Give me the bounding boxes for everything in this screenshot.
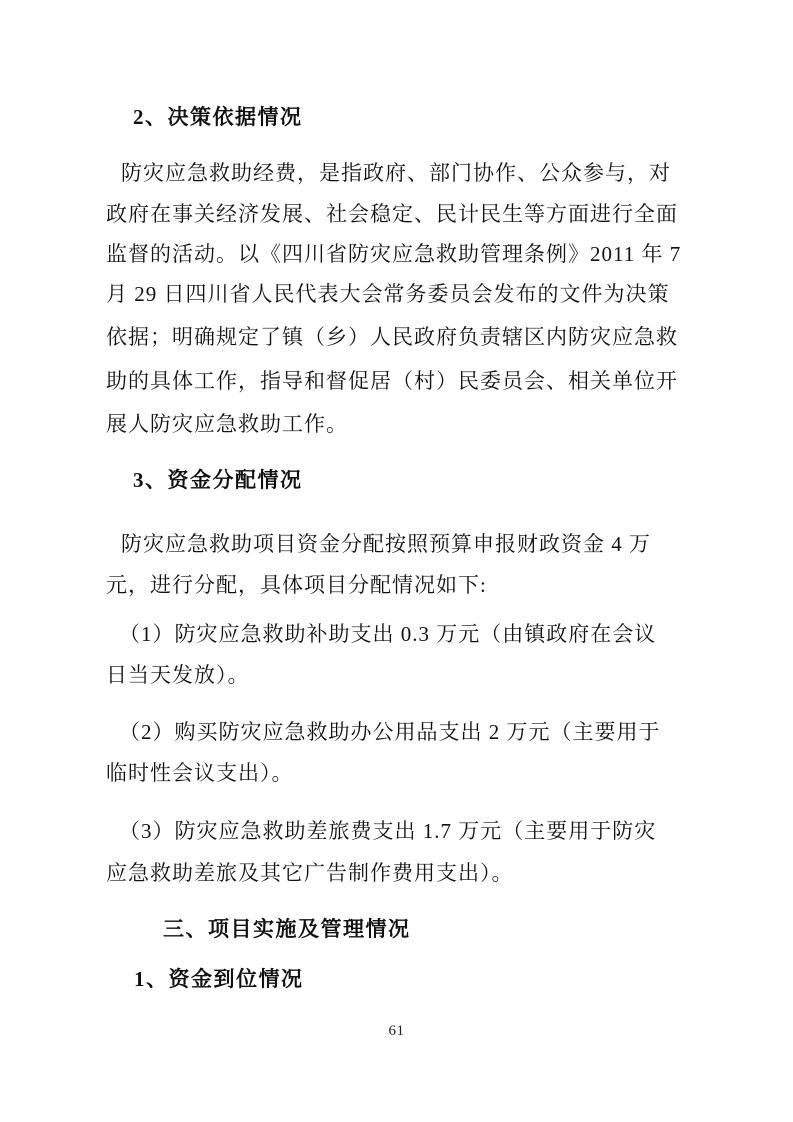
paragraph-decision-line-7: 展人防灾应急救助工作。 (106, 412, 348, 436)
allocation-item-1-line-1: （1）防灾应急救助补助支出 0.3 万元（由镇政府在会议 (119, 622, 657, 646)
paragraph-decision-line-5: 依据；明确规定了镇（乡）人民政府负责辖区内防灾应急救 (106, 325, 678, 349)
paragraph-decision-line-6: 助的具体工作，指导和督促居（村）民委员会、相关单位开 (106, 369, 678, 393)
allocation-item-1-line-2: 日当天发放）。 (106, 663, 250, 687)
page-number: 61 (388, 1023, 405, 1039)
paragraph-allocation-line-1: 防灾应急救助项目资金分配按照预算申报财政资金 4 万 (121, 532, 651, 556)
allocation-item-2-line-1: （2）购买防灾应急救助办公用品支出 2 万元（主要用于 (119, 720, 661, 744)
paragraph-decision-line-2: 政府在事关经济发展、社会稳定、民计民生等方面进行全面 (106, 202, 678, 226)
paragraph-decision-line-1: 防灾应急救助经费，是指政府、部门协作、公众参与，对 (121, 161, 671, 185)
allocation-item-3-line-2: 应急救助差旅及其它广告制作费用支出）。 (106, 861, 514, 885)
paragraph-decision-line-4: 月 29 日四川省人民代表大会常务委员会发布的文件为决策 (106, 282, 670, 306)
heading-decision-basis: 2、决策依据情况 (133, 105, 303, 129)
heading-funds-in-place: 1、资金到位情况 (134, 967, 304, 991)
paragraph-allocation-line-2: 元，进行分配，具体项目分配情况如下: (106, 573, 487, 597)
allocation-item-3-line-1: （3）防灾应急救助差旅费支出 1.7 万元（主要用于防灾 (119, 819, 657, 843)
paragraph-decision-line-3: 监督的活动。以《四川省防灾应急救助管理条例》2011 年 7 (106, 242, 682, 266)
heading-fund-allocation: 3、资金分配情况 (133, 468, 303, 492)
allocation-item-2-line-2: 临时性会议支出）。 (106, 761, 294, 785)
heading-section-implementation: 三、项目实施及管理情况 (163, 918, 411, 941)
